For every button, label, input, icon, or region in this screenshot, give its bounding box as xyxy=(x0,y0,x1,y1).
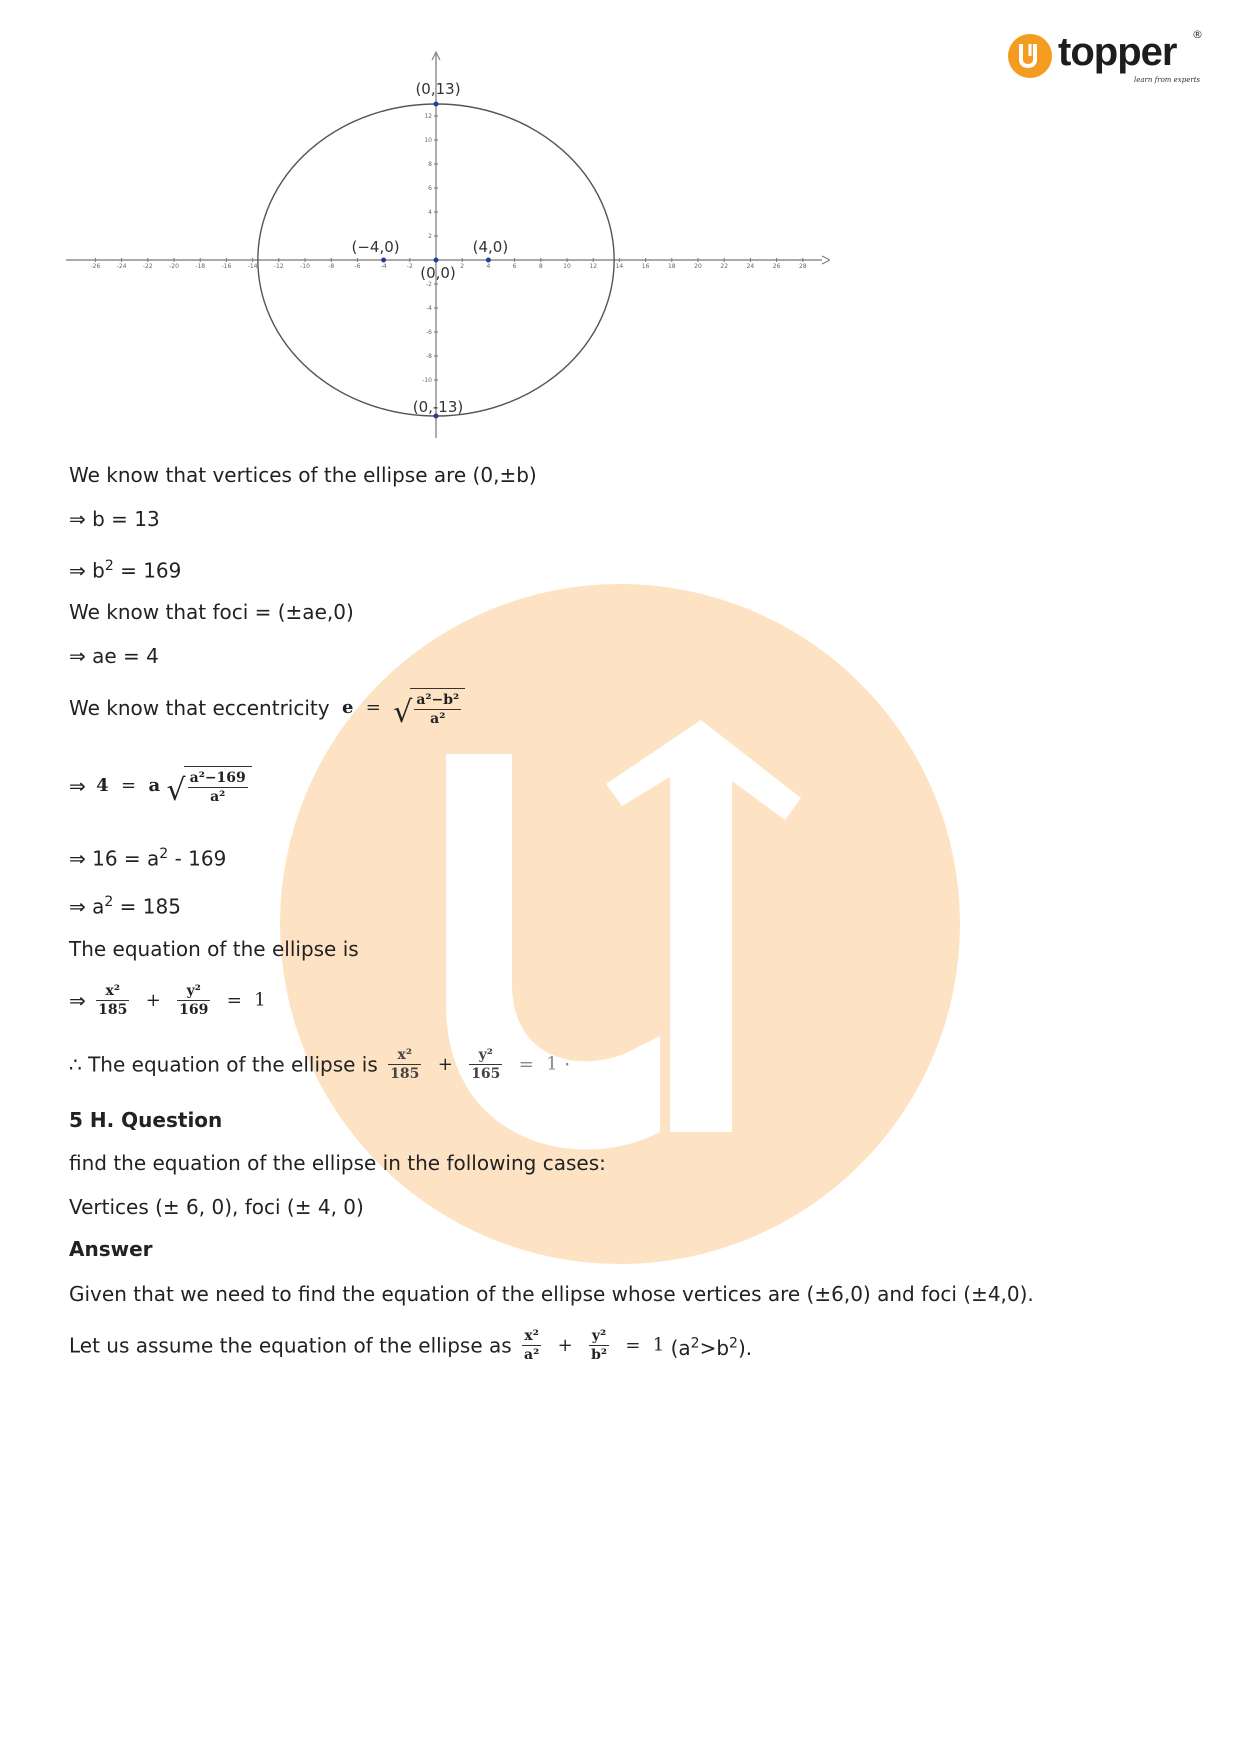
topper-logo xyxy=(1006,30,1206,92)
x-tick-label: -24 xyxy=(116,263,127,270)
x-tick-label: -4 xyxy=(380,263,387,270)
x-tick-label: -14 xyxy=(247,263,258,270)
x-tick-label: 2 xyxy=(460,263,465,270)
substitution-line: ⇒ 4 = a √ $\frac{\text{a²−169}}{\text{a²}}$ xyxy=(69,766,252,806)
ellipse-equation: ⇒ $\frac{\text{x²}}{185}$ + $\frac{\text{y²}}{169}$ = 1 xyxy=(69,983,266,1018)
registered-mark: ® xyxy=(1192,28,1203,41)
x-tick-label: 12 xyxy=(589,263,598,270)
x-tick-label: 10 xyxy=(563,263,571,270)
point-label: (0,0) xyxy=(420,264,456,282)
point-label: (−4,0) xyxy=(351,238,400,256)
point-marker xyxy=(434,102,439,107)
brand-name: topper xyxy=(1058,30,1177,74)
y-tick-label: 4 xyxy=(428,209,432,216)
point-label: (0,-13) xyxy=(412,398,464,416)
y-tick-label: -10 xyxy=(422,377,432,384)
x-tick-label: 18 xyxy=(667,263,676,270)
question-title: 5 H. Question xyxy=(69,1108,223,1132)
y-tick-label: 6 xyxy=(428,185,432,192)
point-marker xyxy=(486,258,491,263)
x-tick-label: 16 xyxy=(641,263,650,270)
x-tick-label: -22 xyxy=(142,263,153,270)
question-given: Vertices (± 6, 0), foci (± 4, 0) xyxy=(69,1195,364,1219)
x-tick-label: 8 xyxy=(538,263,543,270)
foci-statement: We know that foci = (±ae,0) xyxy=(69,600,354,624)
substitution-sqrt: √ $\frac{\text{a²−169}}{\text{a²}}$ xyxy=(167,766,252,806)
ae-value: ⇒ ae = 4 xyxy=(69,644,159,668)
x-axis-arrow xyxy=(822,256,830,264)
x-tick-label: 20 xyxy=(694,263,702,270)
b-squared-line: ⇒ $b^2 = 169$ xyxy=(69,558,182,583)
y-tick-label: -6 xyxy=(426,329,432,336)
brand-tagline: learn from experts xyxy=(1134,76,1201,84)
y-tick-label: -4 xyxy=(426,305,432,312)
x-tick-label: -10 xyxy=(300,263,310,270)
ellipse-conclusion: ∴ The equation of the ellipse is $\frac{\text{x²}}{185}$ + $\frac{\text{y²}}{165}$ = 1 · xyxy=(69,1047,571,1082)
vertices-statement: We know that vertices of the ellipse are (0,±b) xyxy=(69,463,537,487)
y-tick-label: 8 xyxy=(428,161,432,168)
y-tick-label: 10 xyxy=(424,137,432,144)
x-tick-label: 14 xyxy=(615,263,624,270)
a-squared-equation: ⇒ $16 = a^2 - 169$ xyxy=(69,846,227,871)
answer-assumption: Let us assume the equation of the ellipse as $\frac{\text{x²}}{\text{a²}}$ + $\frac{\text{y²}}{\text{b²}}$ = 1 $(a^2>b^2)$. xyxy=(69,1328,753,1363)
x-tick-label: -6 xyxy=(354,263,361,270)
x-tick-label: 24 xyxy=(746,263,755,270)
b-value: ⇒ b = 13 xyxy=(69,507,160,531)
answer-given: Given that we need to find the equation of the ellipse whose vertices are (±6,0) and foci (±4,0). xyxy=(69,1282,1034,1306)
x-tick-label: 22 xyxy=(720,263,729,270)
eccentricity-sqrt: √ $\frac{\text{a²−b²}}{\text{a²}}$ xyxy=(393,688,465,728)
y-tick-label: 12 xyxy=(424,113,432,120)
point-label: (0,13) xyxy=(415,80,461,98)
x-tick-label: 28 xyxy=(798,263,807,270)
x-tick-label: -12 xyxy=(273,263,284,270)
x-tick-label: -26 xyxy=(90,263,101,270)
a-squared-value: ⇒ $a^2 = 185$ xyxy=(69,894,181,919)
point-label: (4,0) xyxy=(472,238,509,256)
eccentricity-line: We know that eccentricity e = √ $\frac{\text{a²−b²}}{\text{a²}}$ xyxy=(69,688,465,728)
point-marker xyxy=(381,258,386,263)
y-tick-label: -8 xyxy=(426,353,432,360)
answer-title: Answer xyxy=(69,1237,153,1261)
x-tick-label: -8 xyxy=(328,263,335,270)
x-tick-label: -20 xyxy=(169,263,179,270)
x-tick-label: 6 xyxy=(512,263,517,270)
point-marker xyxy=(434,258,439,263)
x-tick-label: -16 xyxy=(221,263,232,270)
x-tick-label: -18 xyxy=(195,263,206,270)
question-text: find the equation of the ellipse in the following cases: xyxy=(69,1151,606,1175)
y-tick-label: -2 xyxy=(426,281,432,288)
y-tick-label: 2 xyxy=(428,233,432,240)
x-tick-label: 26 xyxy=(772,263,781,270)
ellipse-graph xyxy=(66,50,830,442)
x-tick-label: 4 xyxy=(486,263,491,270)
ellipse-equation-intro: The equation of the ellipse is xyxy=(69,937,359,961)
x-tick-label: -2 xyxy=(406,263,413,270)
